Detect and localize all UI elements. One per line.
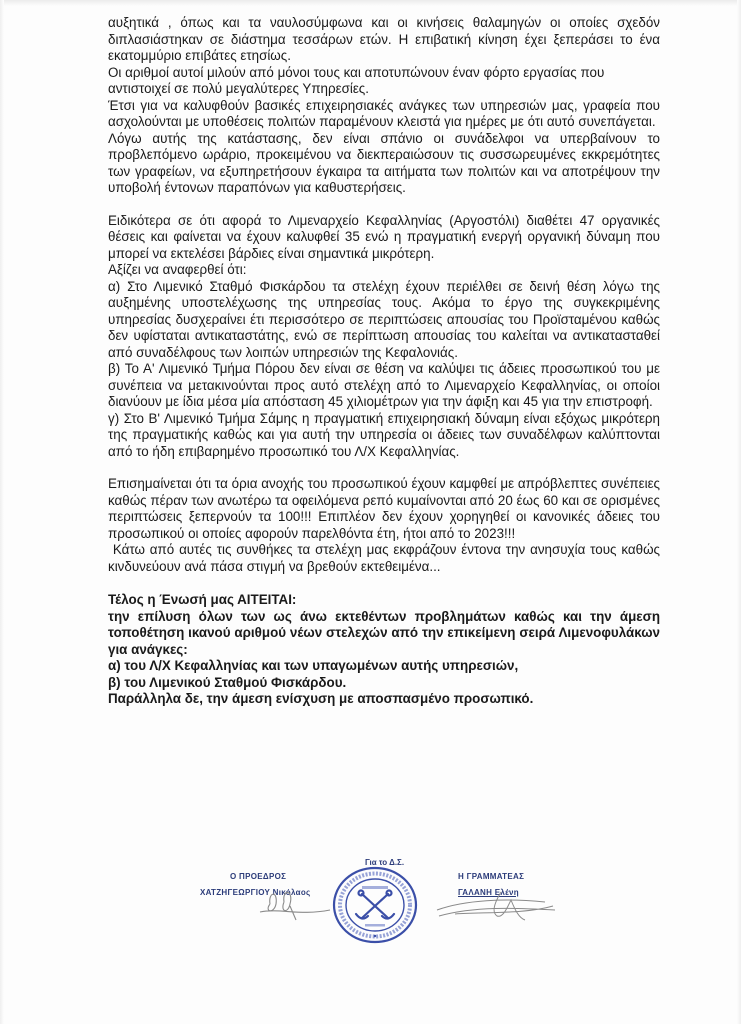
paragraph-concern: Κάτω από αυτές τις συνθήκες τα στελέχη μας εκφράζουν έντονα την ανησυχία τους καθώς κινδυνεύουν ανά πάσα στιγμή να βρεθούν εκτεθειμένα... — [108, 542, 664, 574]
page-shadow-left — [0, 0, 4, 1024]
list-item-poros: β) Το Α' Λιμενικό Τμήμα Πόρου δεν είναι σε θέση να καλύψει τις άδειες προσωπικού του με συνέπεια να μετακινούνται προς αυτό στελέχη από το Λιμεναρχείο Κεφαλληνίας, οι οποίοι διανύουν με ίδια μέσα μία απόσταση 45 χιλιομέτρων για την άφιξη και 45 για την επιστροφή. — [108, 361, 660, 409]
paragraph-worth-mentioning: Αξίζει να αναφερθεί ότι: — [108, 262, 247, 277]
union-stamp-icon — [332, 864, 418, 944]
list-item-sami: γ) Στο Β' Λιμενικό Τμήμα Σάμης η πραγματική επιχειρησιακή δύναμη είναι εξόχως μικρότερη της πραγματικής καθώς και για αυτή την υπηρεσία οι άδειες των συναδέλφων καλύπτονται από το ήδη επιβαρημένο προσωπικό του Λ/Χ Κεφαλληνίας. — [108, 410, 660, 459]
president-title: Ο ΠΡΟΕΔΡΟΣ — [230, 872, 287, 881]
request-item-fiskardo: β) του Λιμενικού Σταθμού Φισκάρδου. — [108, 674, 347, 690]
request-heading: Τέλος η Ένωσή μας ΑΙΤΕΙΤΑΙ: — [108, 592, 297, 607]
secretary-title: Η ΓΡΑΜΜΑΤΕΑΣ — [458, 872, 525, 881]
secretary-name: ΓΑΛΑΝΗ Ελένη — [458, 888, 519, 897]
paragraph-traffic-growth: αυξητικά , όπως και τα ναυλοσύμφωνα και οι κινήσεις θαλαμηγών οι οποίες σχεδόν διπλασιάστηκαν σε διάστημα τεσσάρων ετών. Η επιβατική κίνηση έχει ξεπεράσει το ένα εκατομμύριο επιβάτες ετησίως. — [108, 15, 660, 63]
spacer — [108, 460, 660, 476]
for-board-label: Για το Δ.Σ. — [365, 858, 405, 867]
paragraph-argostoli-positions: Ειδικότερα σε ότι αφορά το Λιμεναρχείο Κεφαλληνίας (Αργοστόλι) διαθέτει 47 οργανικές θέσεις και φαίνεται να έχουν καλυφθεί 35 ενώ η πραγματική ενεργή οργανική δύναμη που μπορεί να εκτελέσει βάρδιες είναι σημαντικά μικρότερη. — [108, 212, 660, 261]
secretary-signature-scribble — [435, 884, 565, 924]
paragraph-workload: Οι αριθμοί αυτοί μιλούν από μόνοι τους και αποτυπώνουν έναν φόρτο εργασίας που αντιστοιχεί σε πολύ μεγαλύτερες Υπηρεσίες. — [108, 64, 605, 96]
list-item-fiskardo: α) Στο Λιμενικό Σταθμό Φισκάρδου τα στελέχη έχουν περιέλθει σε δεινή θέση λόγω της αυξημένης υποστελέχωσης της υπηρεσίας τους. Ακόμα το έργο της συγκεκριμένης υπηρεσίας δυσχεραίνει έτι περισσότερο σε περιπτώσεις απουσίας του Προϊσταμένου καθώς δεν υφίσταται αντικαταστάτης, ενώ σε περίπτωση απουσίας του καλείται να αντικατασταθεί από συναδέλφους των λοιπών υπηρεσιών της Κεφαλονιάς. — [108, 278, 660, 360]
paragraph-overtime: Λόγω αυτής της κατάστασης, δεν είναι σπάνιο οι συνάδελφοι να υπερβαίνουν το προβλεπόμενο ωράριο, προκειμένου να διεκπεραιώσουν τις συσσωρευμένες εκκρεμότητες των γραφείων, να εξυπηρετήσουν έγκαιρα τα αιτήματα των πολιτών και να αποτρέψουν την υποβολή έντονων παραπόνων για καθυστερήσεις. — [108, 130, 660, 195]
paragraph-closed-offices: Έτσι για να καλυφθούν βασικές επιχειρησιακές ανάγκες των υπηρεσιών μας, γραφεία που ασχολούνται με υποθέσεις πολιτών παραμένουν κλειστά για ημέρες με ότι αυτό συνεπάγεται. — [108, 97, 660, 129]
request-closing: Παράλληλα δε, την άμεση ενίσχυση με αποσπασμένο προσωπικό. — [108, 691, 534, 706]
request-item-kefalonia: α) του Λ/Χ Κεφαλληνίας και των υπαγωμένων αυτής υπηρεσιών, — [108, 658, 519, 673]
page-shadow-top — [0, 0, 741, 6]
president-name: ΧΑΤΖΗΓΕΩΡΓΙΟΥ Νικόλαος — [200, 888, 311, 897]
spacer — [108, 575, 660, 592]
request-body: την επίλυση όλων των ως άνω εκτεθέντων προβλημάτων καθώς και την άμεση τοποθέτηση ικανού αριθμού νέων στελεχών από την επικείμενη σειρά Λιμενοφυλάκων για ανάγκες: — [108, 608, 660, 657]
spacer — [108, 197, 660, 213]
paragraph-tolerance-limits: Επισημαίνεται ότι τα όρια ανοχής του προσωπικού έχουν καμφθεί με απρόβλεπτες συνέπειες καθώς πέραν των ανωτέρω τα οφειλόμενα ρεπό κυμαίνονται από 20 έως 60 και σε ορισμένες περιπτώσεις ξεπερνούν τα 100!!! Επιπλέον δεν έχουν χορηγηθεί οι κανονικές άδειες του προσωπικού οι οποίες αφορούν παρελθόντα έτη, ήτοι από το 2023!!! — [108, 476, 660, 541]
signature-block — [200, 858, 620, 948]
document-body — [108, 15, 664, 708]
page-shadow-right — [737, 0, 741, 1024]
president-signature-scribble — [250, 882, 340, 922]
